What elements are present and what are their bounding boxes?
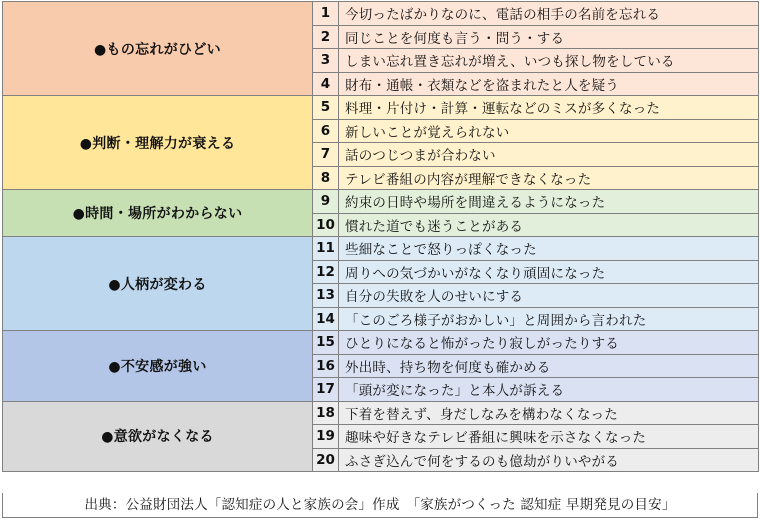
item-text: 話のつじつまが合わない <box>339 143 759 167</box>
checklist-body <box>3 2 759 472</box>
item-text: 今切ったばかりなのに、電話の相手の名前を忘れる <box>339 2 759 26</box>
item-number: 8 <box>313 166 339 190</box>
item-text: 外出時、持ち物を何度も確かめる <box>339 354 759 378</box>
table-row <box>3 190 759 214</box>
table-row <box>3 331 759 355</box>
item-number: 4 <box>313 72 339 96</box>
item-number: 3 <box>313 49 339 73</box>
item-number: 11 <box>313 237 339 261</box>
table-row <box>3 401 759 425</box>
item-text: 財布・通帳・衣類などを盗まれたと人を疑う <box>339 72 759 96</box>
item-text: ふさぎ込んで何をするのも億劫がりいやがる <box>339 448 759 472</box>
item-number: 18 <box>313 401 339 425</box>
item-number: 5 <box>313 96 339 120</box>
item-text: テレビ番組の内容が理解できなくなった <box>339 166 759 190</box>
item-number: 15 <box>313 331 339 355</box>
table-row <box>3 96 759 120</box>
item-number: 17 <box>313 378 339 402</box>
item-text: 些細なことで怒りっぽくなった <box>339 237 759 261</box>
category-label: ●判断・理解力が衰える <box>3 96 313 190</box>
item-text: 周りへの気づかいがなくなり頑固になった <box>339 260 759 284</box>
category-label: ●人柄が変わる <box>3 237 313 331</box>
item-number: 12 <box>313 260 339 284</box>
item-number: 1 <box>313 2 339 26</box>
item-text: しまい忘れ置き忘れが増え、いつも探し物をしている <box>339 49 759 73</box>
item-number: 19 <box>313 425 339 449</box>
item-text: 慣れた道でも迷うことがある <box>339 213 759 237</box>
source-footer: 出典：公益財団法人「認知症の人と家族の会」作成 「家族がつくった 認知症 早期発見の目安」 <box>2 493 758 518</box>
category-label: ●不安感が強い <box>3 331 313 402</box>
category-label: ●意欲がなくなる <box>3 401 313 472</box>
item-number: 2 <box>313 25 339 49</box>
item-text: 趣味や好きなテレビ番組に興味を示さなくなった <box>339 425 759 449</box>
item-number: 14 <box>313 307 339 331</box>
item-number: 6 <box>313 119 339 143</box>
item-number: 16 <box>313 354 339 378</box>
item-text: ひとりになると怖がったり寂しがったりする <box>339 331 759 355</box>
item-text: 自分の失敗を人のせいにする <box>339 284 759 308</box>
item-number: 13 <box>313 284 339 308</box>
item-number: 7 <box>313 143 339 167</box>
item-text: 「このごろ様子がおかしい」と周囲から言われた <box>339 307 759 331</box>
item-text: 新しいことが覚えられない <box>339 119 759 143</box>
item-text: 約束の日時や場所を間違えるようになった <box>339 190 759 214</box>
item-number: 20 <box>313 448 339 472</box>
item-text: 同じことを何度も言う・問う・する <box>339 25 759 49</box>
dementia-checklist-table <box>2 1 759 472</box>
table-row <box>3 2 759 26</box>
item-number: 10 <box>313 213 339 237</box>
table-row <box>3 237 759 261</box>
item-number: 9 <box>313 190 339 214</box>
item-text: 料理・片付け・計算・運転などのミスが多くなった <box>339 96 759 120</box>
item-text: 下着を替えず、身だしなみを構わなくなった <box>339 401 759 425</box>
category-label: ●時間・場所がわからない <box>3 190 313 237</box>
item-text: 「頭が変になった」と本人が訴える <box>339 378 759 402</box>
category-label: ●もの忘れがひどい <box>3 2 313 96</box>
